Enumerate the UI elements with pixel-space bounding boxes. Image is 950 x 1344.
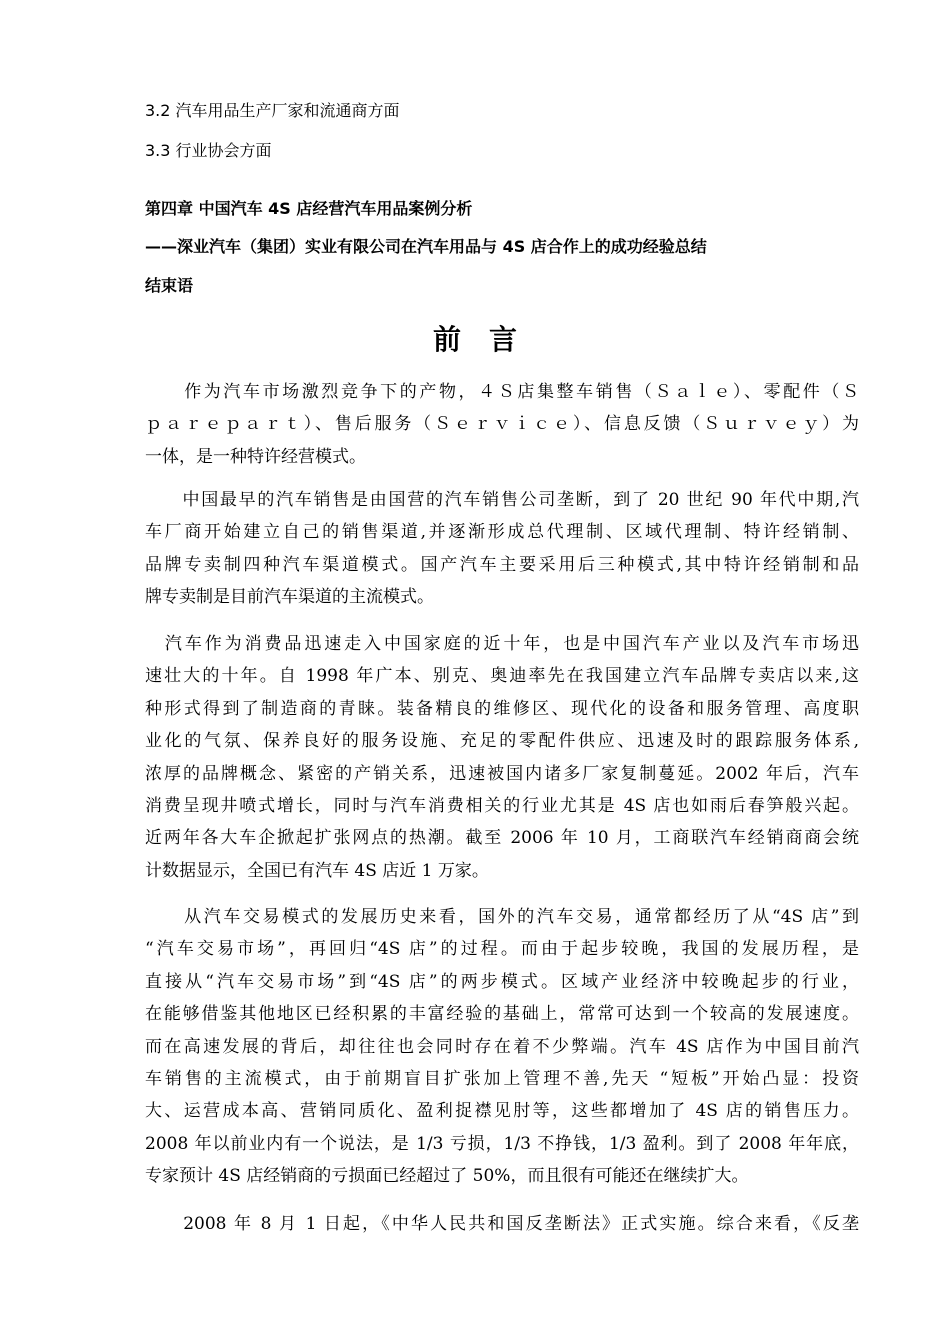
toc-item-3-2: 3.2 汽车用品生产厂家和流通商方面 [145, 101, 400, 120]
paragraph-1 [145, 376, 859, 473]
paragraph-line: “汽车交易市场”，再回归“4S 店”的过程。而由于起步较晚，我国的发展历程，是 [145, 939, 859, 960]
paragraph-line: 浓厚的品牌概念、紧密的产销关系，迅速被国内诸多厂家复制蔓延。2002 年后，汽车 [145, 763, 859, 784]
paragraph-line: 直接从“汽车交易市场”到“4S 店”的两步模式。区域产业经济中较晚起步的行业， [145, 971, 859, 992]
paragraph-line: 2008 年以前业内有一个说法，是 1/3 亏损，1/3 不挣钱，1/3 盈利。到了 2008 年年底， [145, 1133, 859, 1154]
paragraph-line: 而在高速发展的背后，却往往也会同时存在着不少弊端。汽车 4S 店作为中国目前汽 [145, 1036, 859, 1057]
paragraph-line: 车销售的主流模式，由于前期盲目扩张加上管理不善,先天 “短板”开始凸显：投资 [145, 1069, 859, 1090]
paragraph-line: 消费呈现井喷式增长，同时与汽车消费相关的行业尤其是 4S 店也如雨后春笋般兴起。 [145, 796, 859, 817]
toc-item-chapter-4-subtitle: ——深业汽车（集团）实业有限公司在汽车用品与 4S 店合作上的成功经验总结 [145, 237, 707, 256]
toc-item-3-3: 3.3 行业协会方面 [145, 141, 272, 160]
paragraph-line: 近两年各大车企掀起扩张网点的热潮。截至 2006 年 10 月，工商联汽车经销商商会统 [145, 828, 859, 849]
paragraph-line: 在能够借鉴其他地区已经积累的丰富经验的基础上，常常可达到一个较高的发展速度。 [145, 1004, 859, 1025]
paragraph-line: 品牌专卖制四种汽车渠道模式。国产汽车主要采用后三种模式,其中特许经销制和品 [145, 554, 859, 575]
toc-item-chapter-4: 第四章 中国汽车 4S 店经营汽车用品案例分析 [145, 199, 473, 218]
paragraph-line: 车厂商开始建立自己的销售渠道,并逐渐形成总代理制、区域代理制、特许经销制、 [145, 522, 859, 543]
toc-item-conclusion: 结束语 [145, 276, 194, 295]
paragraph-line: 专家预计 4S 店经销商的亏损面已经超过了 50%，而且很有可能还在继续扩大。 [145, 1166, 749, 1187]
paragraph-line: ｐａｒｅｐａｒｔ）、售后服务（Ｓｅｒｖｉｃｅ）、信息反馈（Ｓｕｒｖｅｙ）为 [145, 414, 859, 435]
paragraph-line: 速壮大的十年。自 1998 年广本、别克、奥迪率先在我国建立汽车品牌专卖店以来,这 [145, 666, 859, 687]
paragraph-line: 2008 年 8 月 1 日起，《中华人民共和国反垄断法》正式实施。综合来看，《反垄 [145, 1214, 859, 1234]
paragraph-line: 大、运营成本高、营销同质化、盈利捉襟见肘等，这些都增加了 4S 店的销售压力。 [145, 1101, 859, 1122]
paragraph-2 [145, 484, 859, 614]
paragraph-line: 计数据显示，全国已有汽车 4S 店近 1 万家。 [145, 860, 489, 881]
paragraph-line: 一体，是一种特许经营模式。 [145, 446, 366, 467]
paragraph-line: 中国最早的汽车销售是由国营的汽车销售公司垄断，到了 20 世纪 90 年代中期,汽 [145, 490, 859, 510]
paragraph-line: 种形式得到了制造商的青睐。装备精良的维修区、现代化的设备和服务管理、高度职 [145, 698, 859, 719]
paragraph-line: 业化的气氛、保养良好的服务设施、充足的零配件供应、迅速及时的跟踪服务体系, [145, 731, 859, 752]
paragraph-4 [145, 901, 859, 1193]
paragraph-line: 从汽车交易模式的发展历史来看，国外的汽车交易，通常都经历了从“4S 店”到 [145, 907, 859, 927]
paragraph-3 [145, 628, 859, 887]
paragraph-line: 牌专卖制是目前汽车渠道的主流模式。 [145, 587, 434, 608]
paragraph-5 [145, 1208, 859, 1240]
paragraph-line: 汽车作为消费品迅速走入中国家庭的近十年，也是中国汽车产业以及汽车市场迅 [145, 634, 859, 654]
section-heading: 前言 [432, 323, 545, 356]
paragraph-line: 作为汽车市场激烈竞争下的产物，４Ｓ店集整车销售（Ｓａｌｅ）、零配件（Ｓ [145, 382, 859, 402]
